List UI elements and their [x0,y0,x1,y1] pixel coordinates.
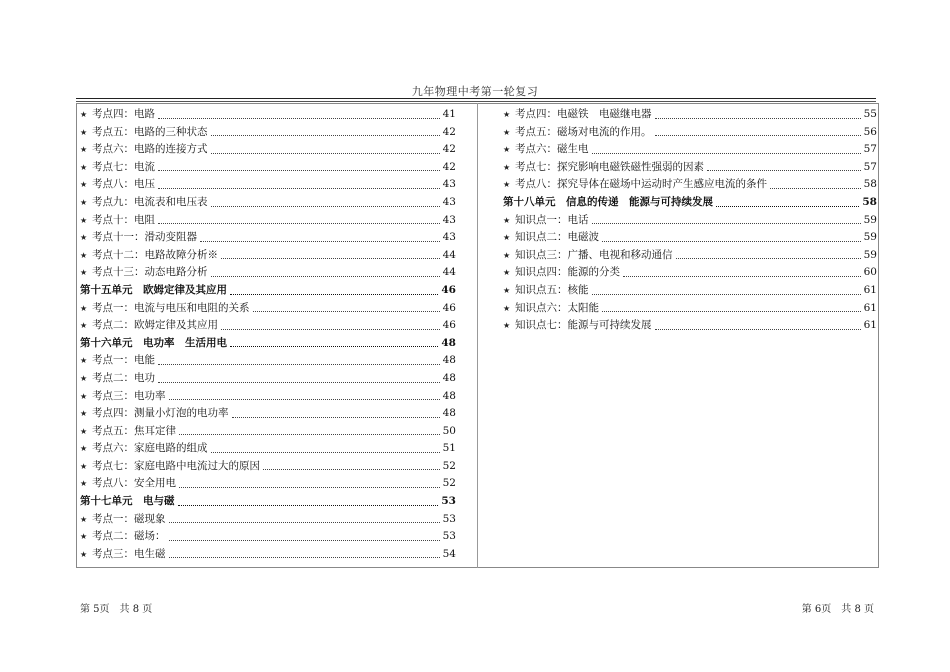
dot-leader [179,487,440,488]
column-divider [477,103,478,568]
toc-page-number: 42 [442,143,456,156]
header-rule-thin [76,101,876,102]
toc-entry[interactable] [80,264,456,282]
toc-page-number: 46 [441,283,456,296]
dot-leader [158,188,440,189]
toc-entry-label: 考点五：磁场对电流的作用。 [515,125,652,138]
dot-leader [716,206,859,207]
star-bullet-icon: ★ [80,145,88,155]
dot-leader [655,135,861,136]
toc-entry-label: 考点五：电路的三种状态 [92,125,208,138]
toc-entry-label: 考点八：电压 [92,178,155,191]
toc-entry[interactable] [503,212,877,230]
dot-leader [592,223,861,224]
toc-entry[interactable] [503,176,877,194]
toc-entry[interactable] [80,423,456,441]
dot-leader [623,276,861,277]
toc-page-number: 57 [863,143,877,156]
toc-page-number: 52 [442,477,456,490]
toc-page-number: 43 [442,195,456,208]
toc-entry[interactable] [80,300,456,318]
toc-page-number: 48 [441,336,456,349]
toc-entry-label: 知识点六：太阳能 [515,301,599,314]
toc-page-number: 48 [442,407,456,420]
star-bullet-icon: ★ [80,461,88,471]
star-bullet-icon: ★ [80,233,88,243]
star-bullet-icon: ★ [80,532,88,542]
toc-page-number: 43 [442,231,456,244]
dot-leader [253,311,440,312]
toc-entry-label: 第十五单元 欧姆定律及其应用 [80,283,227,296]
toc-entry-label: 考点二：电功 [92,371,155,384]
toc-entry[interactable] [80,212,456,230]
toc-entry[interactable] [503,264,877,282]
toc-entry-label: 考点一：电流与电压和电阻的关系 [92,301,250,314]
dot-leader [655,329,861,330]
toc-entry-label: 第十七单元 电与磁 [80,495,175,508]
toc-entry-label: 知识点五：核能 [515,283,589,296]
star-bullet-icon: ★ [80,321,88,331]
toc-entry[interactable] [80,405,456,423]
toc-entry-label: 考点四：电磁铁 电磁继电器 [515,108,652,120]
toc-entry[interactable] [80,317,456,335]
toc-entry[interactable] [80,528,456,546]
toc-unit-heading[interactable] [80,282,456,300]
toc-entry-label: 考点六：家庭电路的组成 [92,442,208,455]
dot-leader [158,364,440,365]
dot-leader [707,170,861,171]
toc-page-number: 61 [863,283,877,296]
star-bullet-icon: ★ [80,250,88,260]
toc-entry-label: 考点七：探究影响电磁铁磁性强弱的因素 [515,160,704,173]
toc-entry-label: 考点四：电路 [92,108,155,120]
dot-leader [178,505,439,506]
toc-entry-label: 考点五：焦耳定律 [92,424,176,437]
toc-page-number: 56 [863,125,877,138]
toc-entry-label: 考点六：磁生电 [515,143,589,156]
dot-leader [770,188,861,189]
star-bullet-icon: ★ [80,127,88,137]
star-bullet-icon: ★ [80,409,88,419]
toc-entry[interactable] [503,141,877,159]
toc-entry-label: 考点三：电生磁 [92,547,166,560]
toc-page-number: 58 [862,195,877,208]
toc-page-number: 48 [442,389,456,402]
toc-entry-label: 考点四：测量小灯泡的电功率 [92,407,229,420]
dot-leader [602,241,861,242]
dot-leader [230,294,438,295]
star-bullet-icon: ★ [80,479,88,489]
toc-entry[interactable] [80,458,456,476]
dot-leader [158,223,440,224]
toc-unit-heading[interactable] [503,194,877,212]
toc-entry[interactable] [80,511,456,529]
toc-entry-label: 考点八：探究导体在磁场中运动时产生感应电流的条件 [515,178,767,191]
star-bullet-icon: ★ [80,444,88,454]
toc-entry-label: 考点一：磁现象 [92,512,166,525]
toc-entry-label: 考点六：电路的连接方式 [92,143,208,156]
toc-entry[interactable] [503,317,877,335]
toc-entry[interactable] [80,388,456,406]
toc-entry[interactable] [503,247,877,265]
toc-page-number: 44 [442,248,456,261]
star-bullet-icon: ★ [80,162,88,172]
dot-leader [211,206,440,207]
toc-left-column [80,106,456,563]
toc-unit-heading[interactable] [80,493,456,511]
toc-entry[interactable] [80,194,456,212]
dot-leader [158,382,440,383]
toc-entry-label: 考点十二：电路故障分析※ [92,248,218,261]
toc-page-number: 43 [442,213,456,226]
star-bullet-icon: ★ [503,268,511,278]
toc-page-number: 41 [442,108,456,120]
toc-page-number: 59 [863,213,877,226]
star-bullet-icon: ★ [503,233,511,243]
toc-entry-label: 考点二：磁场： [92,530,166,543]
star-bullet-icon: ★ [503,162,511,172]
star-bullet-icon: ★ [503,127,511,137]
star-bullet-icon: ★ [80,426,88,436]
toc-entry[interactable] [80,546,456,564]
toc-entry[interactable] [80,124,456,142]
toc-page-number: 51 [442,442,456,455]
document-header-title: 九年物理中考第一轮复习 [411,85,539,98]
dot-leader [230,346,438,347]
toc-page-number: 42 [442,125,456,138]
toc-entry-label: 考点三：电功率 [92,389,166,402]
star-bullet-icon: ★ [503,110,511,119]
toc-page-number: 53 [442,530,456,543]
toc-page-number: 57 [863,160,877,173]
dot-leader [169,557,440,558]
dot-leader [169,522,440,523]
toc-page-number: 48 [442,354,456,367]
toc-page-number: 61 [863,301,877,314]
toc-entry-label: 知识点三：广播、电视和移动通信 [515,248,673,261]
dot-leader [221,329,440,330]
dot-leader [211,153,440,154]
toc-entry[interactable] [80,106,456,124]
toc-page-number: 48 [442,371,456,384]
dot-leader [211,452,440,453]
toc-entry-label: 第十六单元 电功率 生活用电 [80,336,227,349]
toc-entry[interactable] [503,124,877,142]
toc-entry-label: 知识点七：能源与可持续发展 [515,319,652,332]
toc-entry-label: 知识点一：电话 [515,213,589,226]
dot-leader [211,276,440,277]
toc-entry-label: 知识点二：电磁波 [515,231,599,244]
dot-leader [179,434,440,435]
toc-page-number: 53 [441,495,456,508]
toc-page-number: 59 [863,231,877,244]
star-bullet-icon: ★ [503,215,511,225]
star-bullet-icon: ★ [80,391,88,401]
dot-leader [263,469,440,470]
star-bullet-icon: ★ [503,285,511,295]
toc-entry-label: 考点十：电阻 [92,213,155,226]
dot-leader [592,153,861,154]
dot-leader [655,118,861,119]
toc-unit-heading[interactable] [80,335,456,353]
dot-leader [169,540,440,541]
toc-page-number: 54 [442,547,456,560]
dot-leader [592,294,861,295]
star-bullet-icon: ★ [80,215,88,225]
dot-leader [221,258,440,259]
toc-entry-label: 考点七：电流 [92,160,155,173]
star-bullet-icon: ★ [80,268,88,278]
dot-leader [158,118,440,119]
star-bullet-icon: ★ [80,373,88,383]
dot-leader [676,258,861,259]
toc-page-number: 61 [863,319,877,332]
toc-right-column [503,106,877,335]
star-bullet-icon: ★ [503,321,511,331]
star-bullet-icon: ★ [80,549,88,559]
toc-entry[interactable] [503,300,877,318]
star-bullet-icon: ★ [80,180,88,190]
dot-leader [211,135,440,136]
toc-page-number: 58 [863,178,877,191]
toc-entry[interactable] [503,159,877,177]
toc-page-number: 50 [442,424,456,437]
star-bullet-icon: ★ [503,180,511,190]
toc-entry[interactable] [80,440,456,458]
page-number-left: 第 5页 共 8 页 [80,604,153,615]
toc-entry-label: 考点十三：动态电路分析 [92,266,208,279]
dot-leader [158,170,440,171]
toc-entry-label: 考点八：安全用电 [92,477,176,490]
toc-entry-label: 知识点四：能源的分类 [515,266,620,279]
toc-page-number: 59 [863,248,877,261]
toc-entry[interactable] [503,229,877,247]
toc-page-number: 44 [442,266,456,279]
toc-page-number: 46 [442,319,456,332]
toc-page-number: 53 [442,512,456,525]
header-rule [76,98,876,99]
toc-entry-label: 考点九：电流表和电压表 [92,195,208,208]
toc-entry[interactable] [503,106,877,124]
toc-entry-label: 考点七：家庭电路中电流过大的原因 [92,459,260,472]
toc-page-number: 42 [442,160,456,173]
star-bullet-icon: ★ [80,356,88,366]
toc-page-number: 52 [442,459,456,472]
star-bullet-icon: ★ [80,110,88,119]
toc-entry[interactable] [80,141,456,159]
toc-entry[interactable] [80,159,456,177]
page-number-right: 第 6页 共 8 页 [801,604,874,615]
dot-leader [200,241,440,242]
dot-leader [232,417,440,418]
toc-entry[interactable] [503,282,877,300]
toc-page-number: 46 [442,301,456,314]
star-bullet-icon: ★ [503,145,511,155]
dot-leader [602,311,861,312]
star-bullet-icon: ★ [80,303,88,313]
toc-entry[interactable] [80,352,456,370]
toc-entry[interactable] [80,370,456,388]
toc-entry[interactable] [80,176,456,194]
toc-page-number: 55 [863,108,877,120]
toc-entry-label: 考点十一：滑动变阻器 [92,231,197,244]
star-bullet-icon: ★ [503,250,511,260]
toc-page-number: 43 [442,178,456,191]
dot-leader [169,399,440,400]
toc-entry-label: 第十八单元 信息的传递 能源与可持续发展 [503,195,713,208]
toc-entry[interactable] [80,229,456,247]
star-bullet-icon: ★ [80,197,88,207]
toc-entry-label: 考点二：欧姆定律及其应用 [92,319,218,332]
toc-entry[interactable] [80,247,456,265]
toc-entry-label: 考点一：电能 [92,354,155,367]
star-bullet-icon: ★ [80,514,88,524]
toc-entry[interactable] [80,475,456,493]
toc-page-number: 60 [863,266,877,279]
star-bullet-icon: ★ [503,303,511,313]
